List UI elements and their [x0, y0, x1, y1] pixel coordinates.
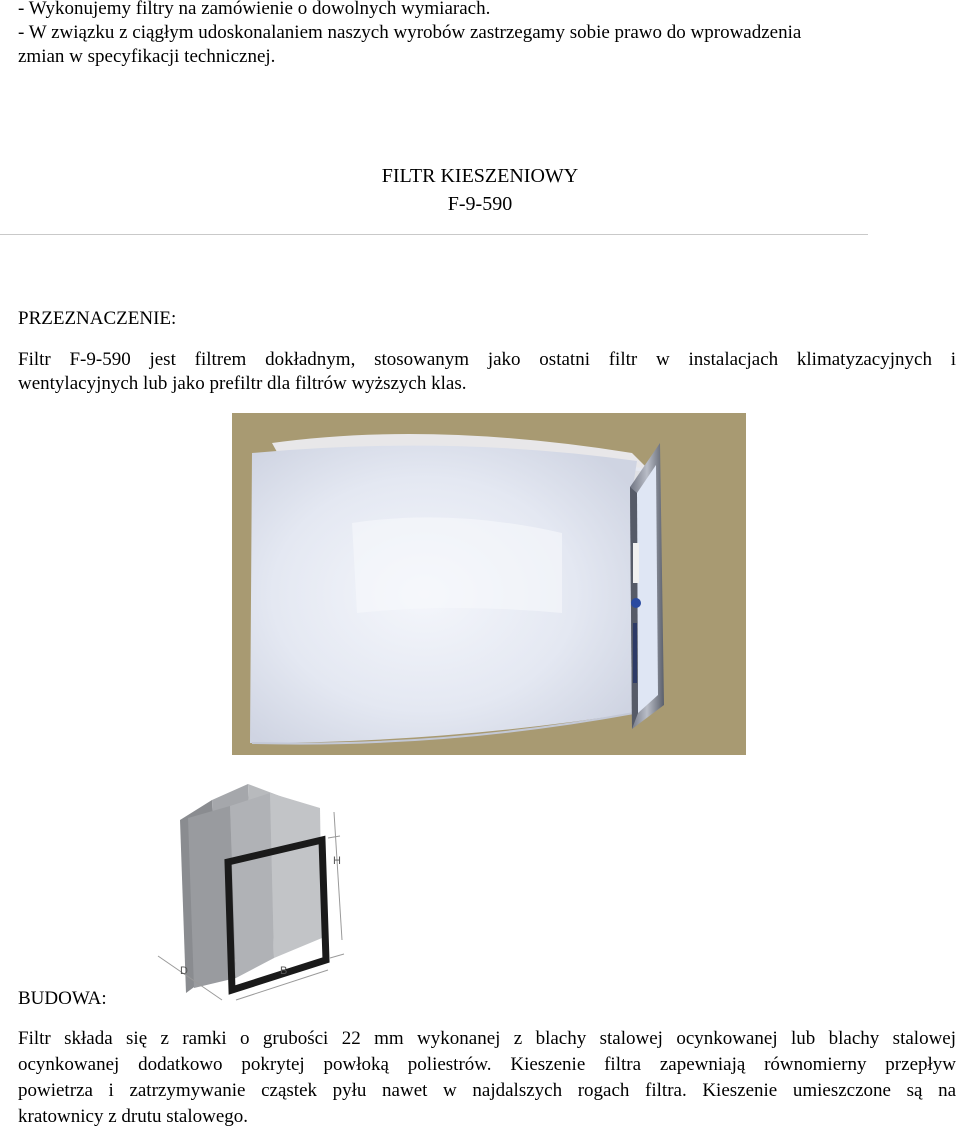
product-title [0, 162, 960, 218]
paragraph-line: kratownicy z drutu stalowego. [18, 1106, 249, 1127]
horizontal-rule [0, 234, 868, 235]
paragraph-line: ocynkowanej dodatkowo pokrytej powłoką poliestrów. Kieszenie filtra zapewniają równomierny przepływ [18, 1054, 956, 1075]
note-line: - Wykonujemy filtry na zamówienie o dowolnych wymiarach. [18, 0, 491, 19]
build-paragraph [18, 1026, 956, 1130]
title-line-1: FILTR KIESZENIOWY [381, 165, 579, 187]
build-heading: BUDOWA: [18, 988, 107, 1009]
filter-diagram [150, 778, 360, 1010]
paragraph-line: Filtr F-9-590 jest filtrem dokładnym, stosowanym jako ostatni filtr w instalacjach klimatyzacyjnych i [18, 349, 956, 370]
paragraph-line: Filtr składa się z ramki o grubości 22 mm wykonanej z blachy stalowej ocynkowanej lub blachy stalowej [18, 1028, 956, 1049]
notes-block [18, 0, 948, 69]
purpose-paragraph [18, 348, 956, 396]
note-line: - W związku z ciągłym udoskonalaniem naszych wyrobów zastrzegamy sobie prawo do wprowadzenia [18, 22, 802, 43]
dimension-label-b: B [280, 965, 288, 977]
purpose-heading: PRZEZNACZENIE: [18, 308, 177, 329]
note-line: zmian w specyfikacji technicznej. [18, 46, 276, 67]
dimension-label-d: D [180, 965, 188, 977]
product-photo [232, 413, 746, 755]
title-line-2: F-9-590 [447, 193, 513, 215]
paragraph-line: wentylacyjnych lub jako prefiltr dla filtrów wyższych klas. [18, 373, 467, 394]
dimension-label-h: H [333, 855, 341, 867]
paragraph-line: powietrza i zatrzymywanie cząstek pyłu nawet w najdalszych rogach filtra. Kieszenie umieszczone są na [18, 1080, 956, 1101]
